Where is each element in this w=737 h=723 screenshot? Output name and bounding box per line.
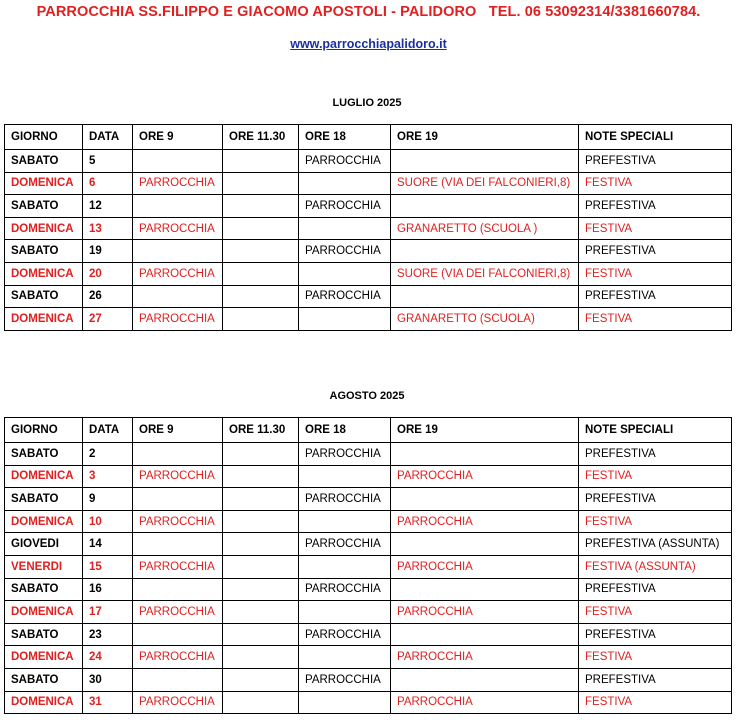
ore19-cell: PARROCCHIA	[391, 465, 579, 488]
note-cell: FESTIVA	[579, 308, 732, 331]
ore18-cell	[299, 308, 391, 331]
ore18-cell: PARROCCHIA	[299, 623, 391, 646]
table-row	[5, 691, 732, 714]
day-cell: DOMENICA	[5, 262, 83, 285]
table-row	[5, 195, 732, 218]
table-row	[5, 240, 732, 263]
ore19-cell	[391, 623, 579, 646]
ore18-cell: PARROCCHIA	[299, 285, 391, 308]
ore18-cell	[299, 691, 391, 714]
ore1130-cell	[223, 217, 299, 240]
ore9-cell	[133, 533, 223, 556]
column-header: GIORNO	[5, 418, 83, 443]
ore19-cell: PARROCCHIA	[391, 601, 579, 624]
table-row	[5, 172, 732, 195]
column-header: DATA	[83, 125, 133, 150]
table-row	[5, 578, 732, 601]
website-link[interactable]: www.parrocchiapalidoro.it	[290, 37, 447, 51]
day-cell: DOMENICA	[5, 465, 83, 488]
table-row	[5, 646, 732, 669]
day-cell: DOMENICA	[5, 217, 83, 240]
ore18-cell: PARROCCHIA	[299, 443, 391, 466]
day-cell: SABATO	[5, 623, 83, 646]
ore1130-cell	[223, 510, 299, 533]
ore9-cell: PARROCCHIA	[133, 691, 223, 714]
ore9-cell: PARROCCHIA	[133, 308, 223, 331]
parish-title: PARROCCHIA SS.FILIPPO E GIACOMO APOSTOLI - PALIDORO TEL. 06 53092314/3381660784.	[36, 4, 701, 20]
ore19-cell: PARROCCHIA	[391, 510, 579, 533]
ore19-cell: GRANARETTO (SCUOLA )	[391, 217, 579, 240]
date-cell: 5	[83, 150, 133, 173]
day-cell: SABATO	[5, 240, 83, 263]
ore1130-cell	[223, 668, 299, 691]
ore19-cell: SUORE (VIA DEI FALCONIERI,8)	[391, 172, 579, 195]
table-row	[5, 488, 732, 511]
ore9-cell: PARROCCHIA	[133, 172, 223, 195]
column-header: GIORNO	[5, 125, 83, 150]
date-cell: 23	[83, 623, 133, 646]
ore18-cell	[299, 510, 391, 533]
day-cell: DOMENICA	[5, 308, 83, 331]
date-cell: 15	[83, 555, 133, 578]
ore19-cell	[391, 578, 579, 601]
date-cell: 3	[83, 465, 133, 488]
ore9-cell	[133, 488, 223, 511]
note-cell: PREFESTIVA	[579, 488, 732, 511]
august-title: AGOSTO 2025	[329, 390, 405, 402]
ore1130-cell	[223, 308, 299, 331]
date-cell: 20	[83, 262, 133, 285]
ore1130-cell	[223, 646, 299, 669]
date-cell: 14	[83, 533, 133, 556]
date-cell: 31	[83, 691, 133, 714]
column-header: ORE 9	[133, 418, 223, 443]
ore18-cell: PARROCCHIA	[299, 488, 391, 511]
ore1130-cell	[223, 195, 299, 218]
column-header: ORE 18	[299, 418, 391, 443]
ore18-cell: PARROCCHIA	[299, 533, 391, 556]
ore18-cell	[299, 555, 391, 578]
ore9-cell	[133, 443, 223, 466]
note-cell: FESTIVA	[579, 172, 732, 195]
day-cell: DOMENICA	[5, 601, 83, 624]
note-cell: PREFESTIVA	[579, 150, 732, 173]
ore18-cell	[299, 262, 391, 285]
ore19-cell	[391, 488, 579, 511]
column-header: NOTE SPECIALI	[579, 125, 732, 150]
note-cell: PREFESTIVA	[579, 623, 732, 646]
date-cell: 27	[83, 308, 133, 331]
note-cell: PREFESTIVA (ASSUNTA)	[579, 533, 732, 556]
table-row	[5, 510, 732, 533]
column-header: NOTE SPECIALI	[579, 418, 732, 443]
ore9-cell: PARROCCHIA	[133, 465, 223, 488]
note-cell: PREFESTIVA	[579, 578, 732, 601]
table-row	[5, 668, 732, 691]
ore18-cell	[299, 646, 391, 669]
ore9-cell: PARROCCHIA	[133, 555, 223, 578]
ore19-cell	[391, 195, 579, 218]
ore9-cell	[133, 195, 223, 218]
date-cell: 19	[83, 240, 133, 263]
ore1130-cell	[223, 262, 299, 285]
ore19-cell	[391, 668, 579, 691]
august-schedule-table	[4, 417, 732, 714]
ore1130-cell	[223, 488, 299, 511]
ore9-cell: PARROCCHIA	[133, 262, 223, 285]
ore18-cell: PARROCCHIA	[299, 668, 391, 691]
day-cell: VENERDI	[5, 555, 83, 578]
day-cell: SABATO	[5, 443, 83, 466]
day-cell: SABATO	[5, 285, 83, 308]
day-cell: GIOVEDI	[5, 533, 83, 556]
note-cell: FESTIVA	[579, 262, 732, 285]
ore19-cell	[391, 285, 579, 308]
ore1130-cell	[223, 555, 299, 578]
table-row	[5, 555, 732, 578]
ore1130-cell	[223, 578, 299, 601]
ore19-cell: GRANARETTO (SCUOLA)	[391, 308, 579, 331]
note-cell: FESTIVA	[579, 601, 732, 624]
day-cell: SABATO	[5, 488, 83, 511]
table-row	[5, 217, 732, 240]
ore19-cell	[391, 150, 579, 173]
date-cell: 12	[83, 195, 133, 218]
ore9-cell	[133, 668, 223, 691]
ore18-cell: PARROCCHIA	[299, 240, 391, 263]
ore18-cell	[299, 465, 391, 488]
july-schedule-table	[4, 124, 732, 331]
ore18-cell	[299, 217, 391, 240]
ore1130-cell	[223, 443, 299, 466]
date-cell: 26	[83, 285, 133, 308]
table-row	[5, 443, 732, 466]
ore1130-cell	[223, 240, 299, 263]
date-cell: 13	[83, 217, 133, 240]
note-cell: FESTIVA	[579, 510, 732, 533]
ore1130-cell	[223, 691, 299, 714]
table-row	[5, 623, 732, 646]
ore19-cell: PARROCCHIA	[391, 691, 579, 714]
table-row	[5, 285, 732, 308]
date-cell: 24	[83, 646, 133, 669]
ore1130-cell	[223, 150, 299, 173]
header-row	[5, 418, 732, 443]
column-header: ORE 19	[391, 125, 579, 150]
ore18-cell	[299, 172, 391, 195]
note-cell: FESTIVA	[579, 691, 732, 714]
ore1130-cell	[223, 533, 299, 556]
ore1130-cell	[223, 623, 299, 646]
column-header: ORE 18	[299, 125, 391, 150]
date-cell: 9	[83, 488, 133, 511]
ore18-cell: PARROCCHIA	[299, 578, 391, 601]
day-cell: SABATO	[5, 195, 83, 218]
note-cell: PREFESTIVA	[579, 668, 732, 691]
ore19-cell: SUORE (VIA DEI FALCONIERI,8)	[391, 262, 579, 285]
header-row	[5, 125, 732, 150]
column-header: ORE 11.30	[223, 418, 299, 443]
ore9-cell	[133, 578, 223, 601]
ore19-cell	[391, 443, 579, 466]
ore1130-cell	[223, 172, 299, 195]
date-cell: 2	[83, 443, 133, 466]
ore9-cell: PARROCCHIA	[133, 217, 223, 240]
date-cell: 17	[83, 601, 133, 624]
ore9-cell	[133, 240, 223, 263]
note-cell: FESTIVA	[579, 646, 732, 669]
ore18-cell: PARROCCHIA	[299, 195, 391, 218]
day-cell: DOMENICA	[5, 172, 83, 195]
date-cell: 30	[83, 668, 133, 691]
ore19-cell	[391, 240, 579, 263]
note-cell: PREFESTIVA	[579, 285, 732, 308]
ore9-cell: PARROCCHIA	[133, 646, 223, 669]
table-row	[5, 308, 732, 331]
column-header: DATA	[83, 418, 133, 443]
august-table-body	[5, 418, 732, 714]
date-cell: 16	[83, 578, 133, 601]
day-cell: SABATO	[5, 668, 83, 691]
ore9-cell: PARROCCHIA	[133, 510, 223, 533]
note-cell: FESTIVA (ASSUNTA)	[579, 555, 732, 578]
ore9-cell	[133, 150, 223, 173]
ore19-cell: PARROCCHIA	[391, 646, 579, 669]
table-row	[5, 601, 732, 624]
july-table-body	[5, 125, 732, 331]
ore9-cell	[133, 285, 223, 308]
day-cell: SABATO	[5, 150, 83, 173]
date-cell: 6	[83, 172, 133, 195]
day-cell: SABATO	[5, 578, 83, 601]
day-cell: DOMENICA	[5, 691, 83, 714]
ore19-cell	[391, 533, 579, 556]
note-cell: PREFESTIVA	[579, 443, 732, 466]
ore9-cell: PARROCCHIA	[133, 601, 223, 624]
table-row	[5, 262, 732, 285]
ore18-cell	[299, 601, 391, 624]
column-header: ORE 19	[391, 418, 579, 443]
ore18-cell: PARROCCHIA	[299, 150, 391, 173]
note-cell: FESTIVA	[579, 217, 732, 240]
note-cell: PREFESTIVA	[579, 240, 732, 263]
table-row	[5, 533, 732, 556]
ore9-cell	[133, 623, 223, 646]
day-cell: DOMENICA	[5, 510, 83, 533]
date-cell: 10	[83, 510, 133, 533]
column-header: ORE 9	[133, 125, 223, 150]
note-cell: FESTIVA	[579, 465, 732, 488]
ore1130-cell	[223, 465, 299, 488]
day-cell: DOMENICA	[5, 646, 83, 669]
table-row	[5, 150, 732, 173]
july-title: LUGLIO 2025	[332, 97, 402, 109]
table-row	[5, 465, 732, 488]
ore1130-cell	[223, 285, 299, 308]
ore19-cell: PARROCCHIA	[391, 555, 579, 578]
note-cell: PREFESTIVA	[579, 195, 732, 218]
column-header: ORE 11.30	[223, 125, 299, 150]
ore1130-cell	[223, 601, 299, 624]
